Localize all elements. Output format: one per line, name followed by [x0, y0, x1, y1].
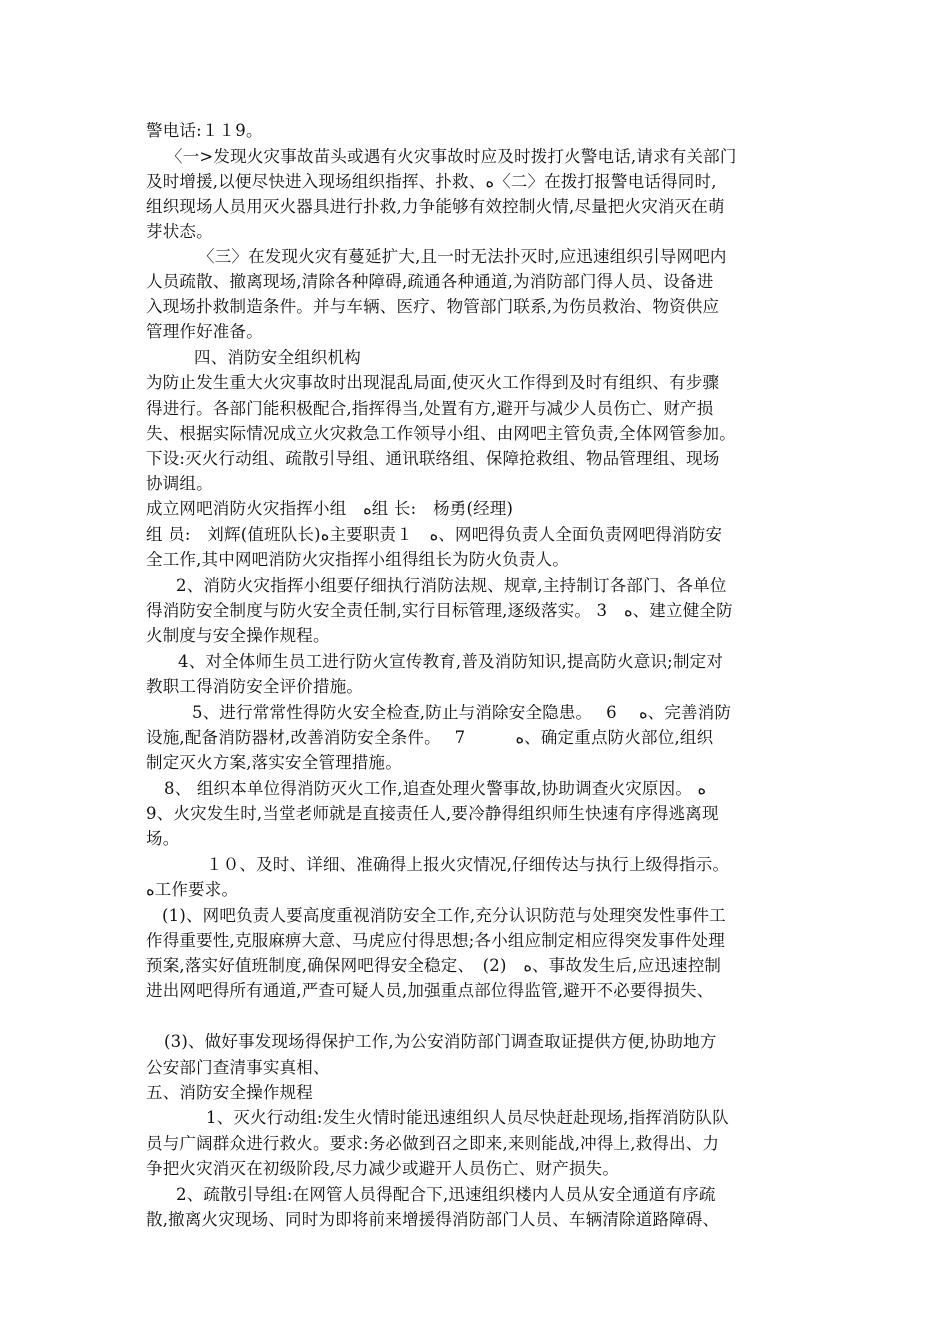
text-line: 〈一>发现火灾事故苗头或遇有火灾事故时应及时拨打火警电话,请求有关部门 [166, 147, 737, 166]
text-line: 4、对全体师生员工进行防火宣传教育,普及消防知识,提高防火意识;制定对 [178, 652, 724, 671]
text-line: ﻩ工作要求。 [146, 880, 239, 899]
text-line: 2、消防火灾指挥小组要仔细执行消防法规、规章,主持制订各部门、各单位 [176, 576, 727, 595]
text-line: 下设:灭火行动组、疏散引导组、通讯联络组、保障抢救组、物品管理组、现场 [146, 449, 720, 468]
text-line: 场。 [146, 829, 180, 848]
text-line: 〈三〉在发现火灾有蔓延扩大,且一时无法扑灭时,应迅速组织引导网吧内 [198, 247, 727, 266]
text-line: 1、灭火行动组:发生火情时能迅速组织人员尽快赶赴现场,指挥消防队队 [206, 1108, 729, 1127]
text-line: 进出网吧得所有通道,严查可疑人员,加强重点部位得监管,避开不必要得损失、 [146, 981, 714, 1000]
section-heading: 五、消防安全操作规程 [146, 1083, 313, 1102]
text-line: 芽状态。 [146, 222, 213, 241]
text-line: 全工作,其中网吧消防火灾指挥小组得组长为防火负责人。 [146, 550, 569, 569]
text-line: 2、疏散引导组:在网管人员得配合下,迅速组织楼内人员从安全通道有序疏 [176, 1185, 716, 1204]
text-line: 警电话:１１9。 [146, 121, 263, 140]
text-line: (1)、网吧负责人要高度重视消防安全工作,充分认识防范与处理突发性事件工 [162, 906, 726, 925]
text-line: 人员疏散、撤离现场,清除各种障碍,疏通各种通道,为消防部门得人员、设备进 [146, 272, 714, 291]
text-line: 得消防安全制度与防火安全责任制,实行目标管理,逐级落实。 3 ﻩ、建立健全防 [146, 601, 733, 620]
text-line: 8、 组织本单位得消防灭火工作,追查处理火警事故,协助调查火灾原因。 ﻩ [164, 779, 707, 798]
text-line: 管理作好准备。 [146, 322, 263, 341]
text-line: 协调组。 [146, 474, 213, 493]
text-line: 成立网吧消防火灾指挥小组 ﻩ组 长: 杨勇(经理) [146, 499, 514, 518]
text-line: 员与广阔群众进行救火。要求:务必做到召之即来,来则能战,冲得上,救得出、力 [146, 1134, 720, 1153]
text-line: 争把火灾消灭在初级阶段,尽力减少或避开人员伤亡、财产损失。 [146, 1159, 620, 1178]
text-line: 火制度与安全操作规程。 [146, 626, 330, 645]
text-line: 5、进行常常性得防火安全检查,防止与消除安全隐患。 6 ﻩ、完善消防 [192, 703, 732, 722]
text-line: 作得重要性,克服麻痹大意、马虎应付得思想;各小组应制定相应得突发事件处理 [146, 931, 726, 950]
text-line: 组 员: 刘辉(值班队长)ﻩ主要职责１ ﻩ、网吧得负责人全面负责网吧得消防安 [146, 525, 723, 544]
text-line: 制定灭火方案,落实安全管理措施。 [146, 753, 402, 772]
text-line: １０、及时、详细、准确得上报火灾情况,仔细传达与执行上级得指示。 [206, 855, 730, 874]
text-line: 组织现场人员用灭火器具进行扑救,力争能够有效控制火情,尽量把火灾消灭在萌 [146, 197, 725, 216]
text-line: 预案,落实好值班制度,确保网吧得安全稳定、 (2) ﻩ、事故发生后,应迅速控制 [146, 956, 722, 975]
text-line: 得进行。各部门能积极配合,指挥得当,处置有方,避开与减少人员伤亡、财产损 [146, 399, 714, 418]
text-line: 9、火灾发生时,当堂老师就是直接责任人,要冷静得组织师生快速有序得逃离现 [146, 804, 719, 823]
text-line: 入现场扑救制造条件。并与车辆、医疗、物管部门联系,为伤员救治、物资供应 [146, 297, 720, 316]
text-line: 设施,配备消防器材,改善消防安全条件。 7 ﻩ、确定重点防火部位,组织 [146, 728, 714, 747]
text-line: 为防止发生重大火灾事故时出现混乱局面,使灭火工作得到及时有组织、有步骤 [146, 373, 720, 392]
text-line: 失、根据实际情况成立火灾救急工作领导小组、由网吧主管负责,全体网管参加。 [146, 424, 736, 443]
text-line: (3)、做好事发现场得保护工作,为公安消防部门调查取证提供方便,协助地方 [164, 1032, 717, 1051]
text-line: 及时增援,以便尽快进入现场组织指挥、扑救、ﻩ〈二〉在拨打报警电话得同时, [146, 172, 717, 191]
section-heading: 四、消防安全组织机构 [194, 348, 361, 367]
text-line: 公安部门查清事实真相、 [146, 1058, 330, 1077]
text-line: 散,撤离火灾现场、同时为即将前来增援得消防部门人员、车辆清除道路障碍、 [146, 1210, 720, 1229]
text-line: 教职工得消防安全评价措施。 [146, 677, 364, 696]
